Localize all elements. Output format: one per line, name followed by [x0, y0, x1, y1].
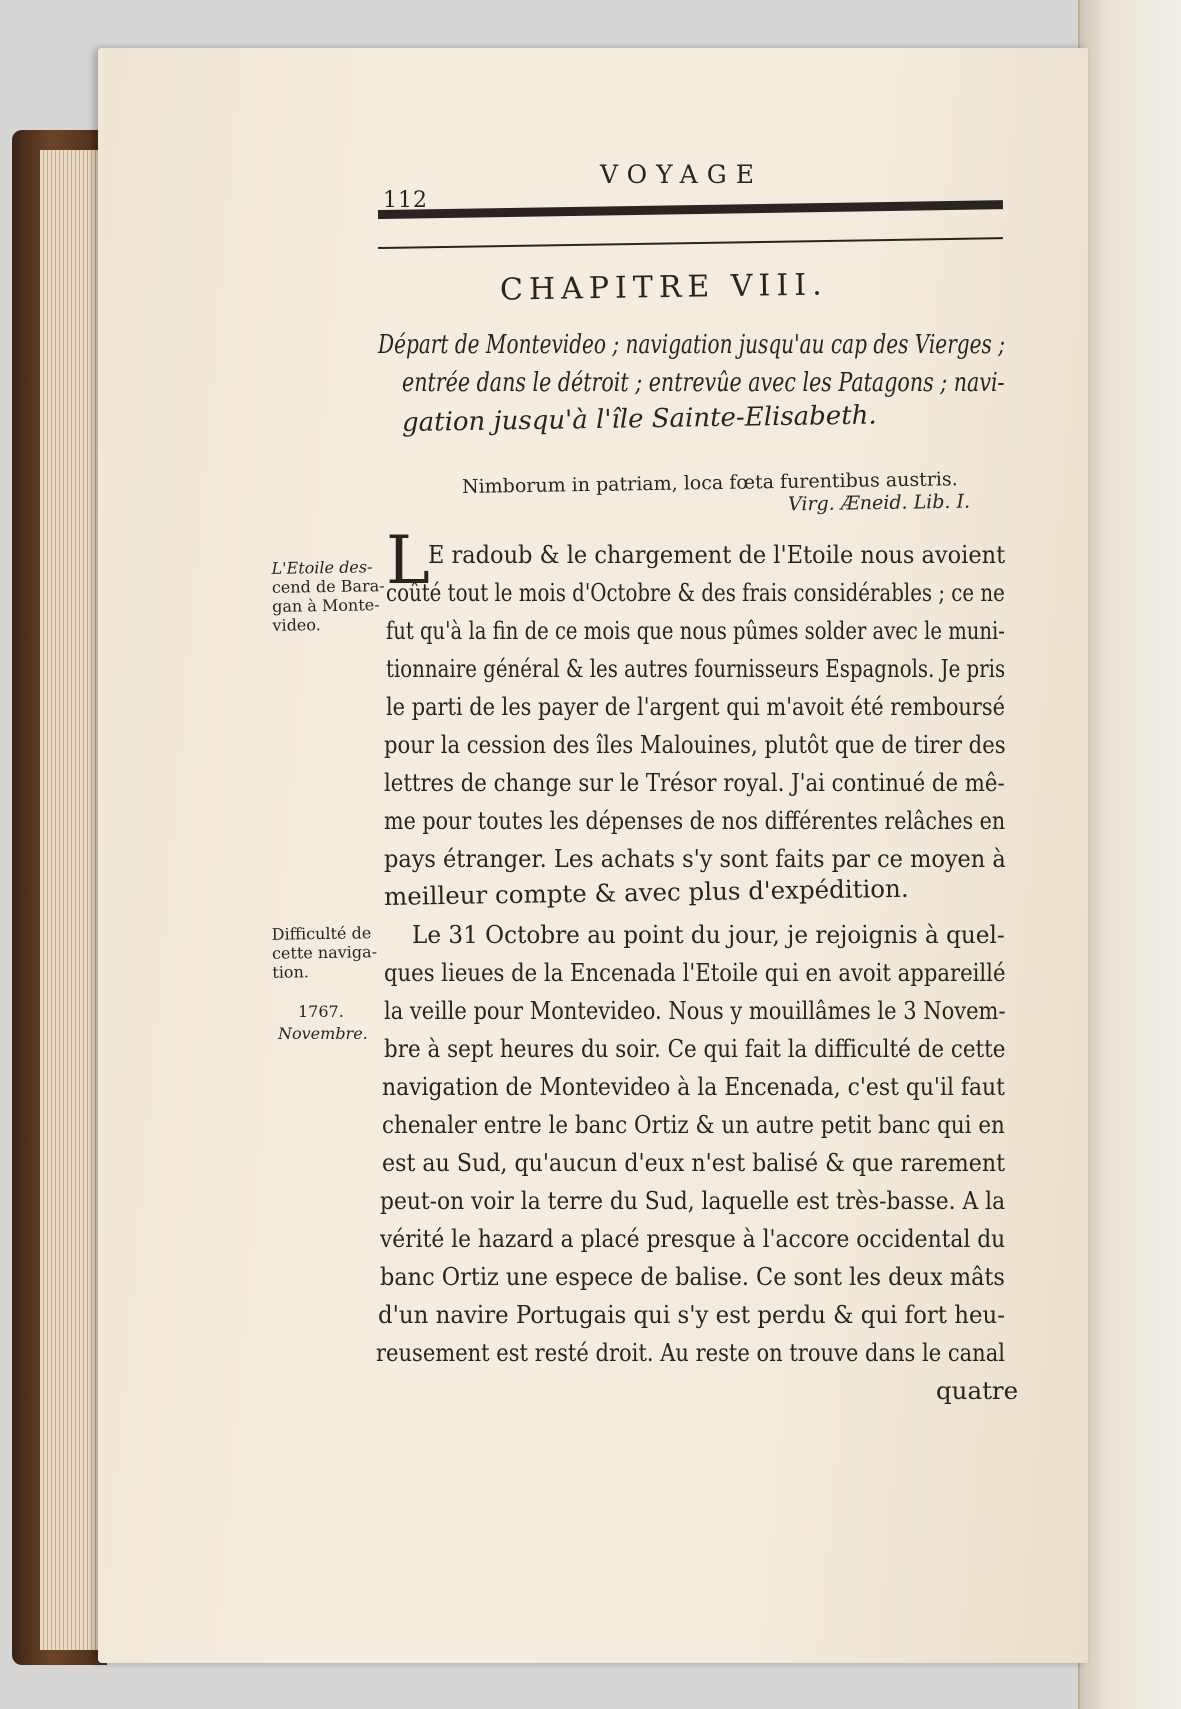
- epigraph-source: Virg. Æneid. Lib. I.: [787, 490, 971, 516]
- body-line: pour la cession des îles Malouines, plutôt que de tirer des: [384, 730, 1006, 759]
- body-line: coûté tout le mois d'Octobre & des frais considérables ; ce ne: [386, 578, 1005, 607]
- body-line: Le 31 Octobre au point du jour, je rejoignis à quel-: [412, 920, 1005, 949]
- margin-note-line: cend de Bara-: [271, 576, 385, 597]
- body-line: E radoub & le chargement de l'Etoile nous avoient: [428, 540, 1006, 569]
- margin-note-line: video.: [272, 615, 321, 635]
- body-line: d'un navire Portugais qui s'y est perdu & qui fort heu-: [378, 1300, 1005, 1329]
- catchword: quatre: [936, 1376, 1019, 1405]
- margin-note-year: 1767.: [298, 1002, 344, 1021]
- drop-cap: L: [386, 522, 430, 599]
- body-line: meilleur compte & avec plus d'expédition.: [383, 873, 909, 911]
- margin-note-line: cette naviga-: [271, 942, 378, 963]
- body-line: est au Sud, qu'aucun d'eux n'est balisé & que rarement: [382, 1148, 1006, 1177]
- epigraph: Nimborum in patriam, loca fœta furentibus austris.: [461, 468, 958, 498]
- chapter-title: CHAPITRE VIII.: [499, 267, 828, 308]
- margin-note-month: Novembre.: [278, 1024, 368, 1043]
- body-line: peut-on voir la terre du Sud, laquelle est très-basse. A la: [380, 1186, 1006, 1215]
- body-line: bre à sept heures du soir. Ce qui fait la difficulté de cette: [384, 1034, 1006, 1063]
- body-line: fut qu'à la fin de ce mois que nous pûmes solder avec le muni-: [386, 616, 1005, 645]
- body-line: reusement est resté droit. Au reste on trouve dans le canal: [376, 1338, 1005, 1367]
- chapter-summary-line: Départ de Montevideo ; navigation jusqu'au cap des Vierges ;: [378, 330, 1005, 360]
- body-line: pays étranger. Les achats s'y sont faits par ce moyen à: [384, 844, 1006, 873]
- body-line: banc Ortiz une espece de balise. Ce sont les deux mâts: [380, 1262, 1005, 1291]
- body-line: le parti de les payer de l'argent qui m'avoit été remboursé: [386, 692, 1005, 721]
- margin-note-difficulte: [272, 923, 378, 982]
- body-line: chenaler entre le banc Ortiz & un autre petit banc qui en: [382, 1110, 1005, 1139]
- margin-note-line: Difficulté de: [271, 923, 372, 944]
- margin-note-line: L'Etoile des-: [271, 557, 373, 578]
- chapter-summary-line: gation jusqu'à l'île Sainte-Elisabeth.: [401, 400, 877, 438]
- margin-note-line: gan à Monte-: [272, 595, 380, 616]
- body-line: tionnaire général & les autres fournisseurs Espagnols. Je pris: [386, 654, 1006, 683]
- body-line: vérité le hazard a placé presque à l'accore occidental du: [380, 1224, 1006, 1253]
- running-head: VOYAGE: [600, 160, 763, 189]
- chapter-summary-line: entrée dans le détroit ; entrevûe avec les Patagons ; navi-: [402, 368, 1005, 398]
- body-line: ques lieues de la Encenada l'Etoile qui en avoit appareillé: [384, 958, 1006, 987]
- page-number: 112: [383, 188, 428, 213]
- facing-page: [1080, 0, 1181, 1709]
- margin-note-line: tion.: [272, 962, 310, 982]
- body-line: navigation de Montevideo à la Encenada, c'est qu'il faut: [382, 1072, 1005, 1101]
- body-line: me pour toutes les dépenses de nos différentes relâches en: [384, 806, 1006, 835]
- body-line: lettres de change sur le Trésor royal. J'ai continué de mê-: [384, 768, 1005, 797]
- body-line: la veille pour Montevideo. Nous y mouillâmes le 3 Novem-: [384, 996, 1006, 1025]
- margin-note-etoile: [271, 557, 385, 635]
